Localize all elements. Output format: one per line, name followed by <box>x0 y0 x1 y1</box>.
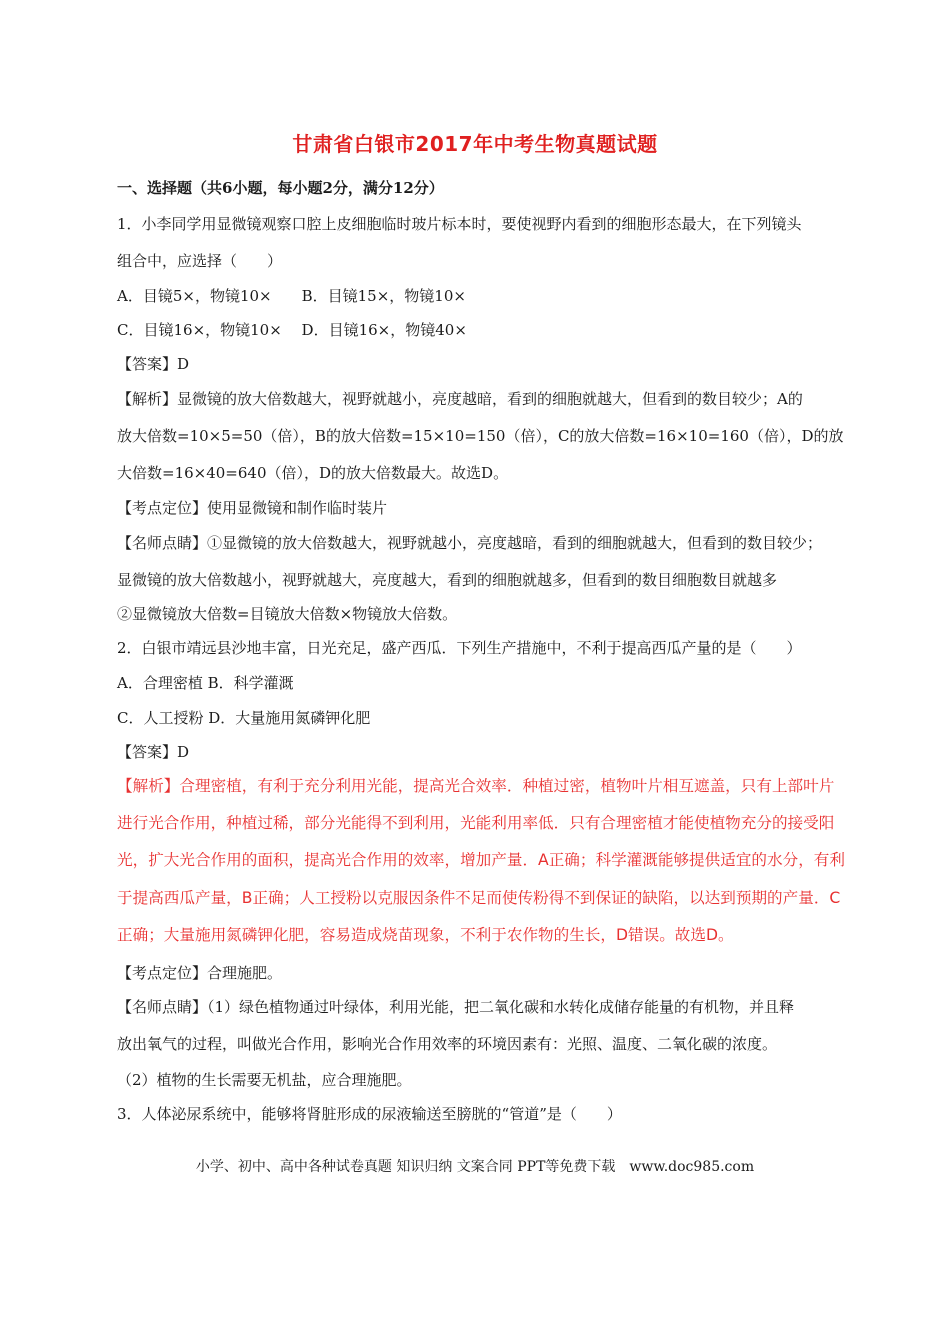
question-2-analysis: 【解析】合理密植，有利于充分利用光能，提高光合效率．种植过密，植物叶片相互遮盖，只有上部叶片 <box>117 777 835 795</box>
question-2-options-cd: C．人工授粉 D．大量施用氮磷钾化肥 <box>117 709 371 727</box>
section-heading: 一、选择题（共6小题，每小题2分，满分12分） <box>117 179 444 197</box>
question-1-options-ab: A．目镜5×，物镜10× B．目镜15×，物镜10× <box>117 287 466 305</box>
question-2-stem: 2．白银市靖远县沙地丰富，日光充足，盛产西瓜．下列生产措施中，不利于提高西瓜产量的是（ ） <box>117 639 802 657</box>
question-1-tips-cont: 显微镜的放大倍数越小，视野就越大，亮度越大，看到的细胞就越多，但看到的数目细胞数目就越多 <box>117 571 778 589</box>
question-1-stem-cont: 组合中，应选择（ ） <box>117 252 283 270</box>
question-2-analysis-cont: 于提高西瓜产量，B正确；人工授粉以克服因条件不足而使传粉得不到保证的缺陷，以达到预期的产量．C <box>117 889 841 907</box>
question-1-tips-cont: ②显微镜放大倍数=目镜放大倍数×物镜放大倍数。 <box>117 605 458 623</box>
question-1-stem: 1．小李同学用显微镜观察口腔上皮细胞临时玻片标本时，要使视野内看到的细胞形态最大，在下列镜头 <box>117 215 802 233</box>
question-1-analysis-cont: 大倍数=16×40=640（倍），D的放大倍数最大。故选D。 <box>117 464 509 482</box>
question-2-tips-cont: （2）植物的生长需要无机盐，应合理施肥。 <box>117 1071 412 1089</box>
question-1-options-cd: C．目镜16×，物镜10× D．目镜16×，物镜40× <box>117 321 467 339</box>
question-2-options-ab: A．合理密植 B．科学灌溉 <box>117 674 294 692</box>
question-2-analysis-cont: 进行光合作用，种植过稀，部分光能得不到利用，光能利用率低．只有合理密植才能使植物充分的接受阳 <box>117 814 835 832</box>
question-1-topic: 【考点定位】使用显微镜和制作临时装片 <box>117 499 388 517</box>
question-2-tips: 【名师点睛】（1）绿色植物通过叶绿体，利用光能，把二氧化碳和水转化成储存能量的有机物，并且释 <box>117 998 795 1016</box>
question-2-analysis-cont: 光，扩大光合作用的面积，提高光合作用的效率，增加产量．A正确；科学灌溉能够提供适宜的水分，有利 <box>117 851 845 869</box>
question-3-stem: 3．人体泌尿系统中，能够将肾脏形成的尿液输送至膀胱的“管道”是（ ） <box>117 1105 622 1123</box>
question-1-answer: 【答案】D <box>117 355 190 373</box>
question-1-analysis-cont: 放大倍数=10×5=50（倍），B的放大倍数=15×10=150（倍），C的放大倍数=16×10=160（倍），D的放 <box>117 427 844 445</box>
question-2-topic: 【考点定位】合理施肥。 <box>117 964 283 982</box>
question-1-tips: 【名师点睛】①显微镜的放大倍数越大，视野就越小，亮度越暗，看到的细胞就越大，但看到的数目较少； <box>117 534 823 552</box>
question-2-tips-cont: 放出氧气的过程，叫做光合作用，影响光合作用效率的环境因素有：光照、温度、二氧化碳的浓度。 <box>117 1035 778 1053</box>
page-footer: 小学、初中、高中各种试卷真题 知识归纳 文案合同 PPT等免费下载 www.doc985.com <box>195 1159 755 1175</box>
question-1-analysis: 【解析】显微镜的放大倍数越大，视野就越小，亮度越暗，看到的细胞就越大，但看到的数目较少；A的 <box>117 390 803 408</box>
question-2-answer: 【答案】D <box>117 743 190 761</box>
page-title: 甘肃省白银市2017年中考生物真题试题 <box>292 132 658 156</box>
question-2-analysis-cont: 正确；大量施用氮磷钾化肥，容易造成烧苗现象，不利于农作物的生长，D错误。故选D。 <box>117 926 734 944</box>
